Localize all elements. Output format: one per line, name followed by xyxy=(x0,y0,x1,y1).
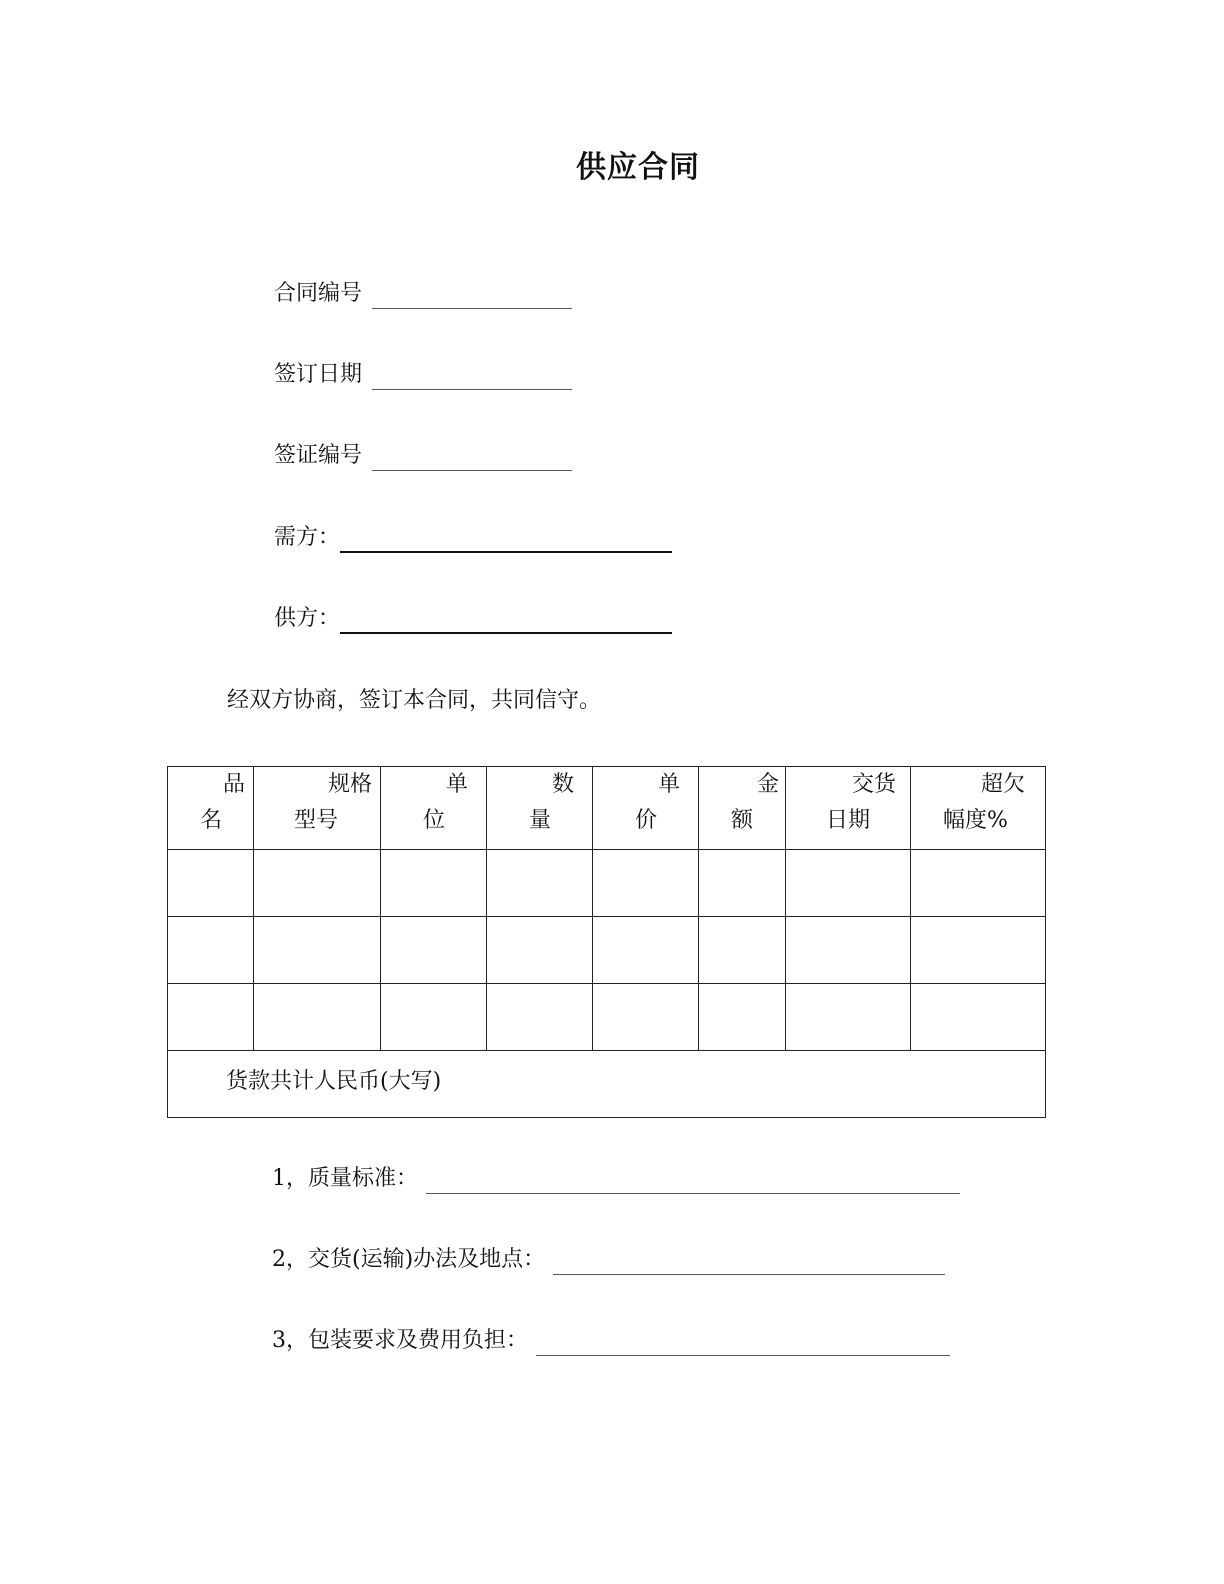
signing-date-label: 签订日期 xyxy=(274,362,363,387)
table-cell[interactable] xyxy=(786,850,911,917)
signing-date-field xyxy=(274,360,572,390)
table-cell[interactable] xyxy=(593,917,699,984)
table-cell[interactable] xyxy=(254,984,381,1051)
table-cell[interactable] xyxy=(786,917,911,984)
buyer-field xyxy=(274,523,672,553)
clause-delivery xyxy=(272,1245,945,1275)
table-total-row xyxy=(168,1051,1046,1118)
contract-number-blank[interactable] xyxy=(372,288,572,309)
table-cell[interactable] xyxy=(254,850,381,917)
table-cell[interactable] xyxy=(699,917,786,984)
table-cell[interactable] xyxy=(381,984,487,1051)
clause-quality xyxy=(272,1164,960,1194)
supplier-field xyxy=(274,604,672,634)
table-cell[interactable] xyxy=(487,917,593,984)
table-cell[interactable] xyxy=(487,984,593,1051)
header-spec-model: 规格 型号 xyxy=(254,767,381,850)
contract-number-label: 合同编号 xyxy=(274,281,363,306)
clause-delivery-label: 2，交货(运输)办法及地点： xyxy=(272,1247,546,1272)
clause-quality-label: 1，质量标准： xyxy=(272,1166,418,1191)
table-cell[interactable] xyxy=(593,984,699,1051)
table-cell[interactable] xyxy=(593,850,699,917)
clause-packaging-label: 3，包装要求及费用负担： xyxy=(272,1328,528,1353)
table-cell[interactable] xyxy=(381,850,487,917)
table-cell[interactable] xyxy=(911,917,1046,984)
visa-number-field xyxy=(274,441,572,471)
header-amount: 金 额 xyxy=(699,767,786,850)
header-unit: 单 位 xyxy=(381,767,487,850)
buyer-label: 需方： xyxy=(274,525,341,550)
document-title: 供应合同 xyxy=(576,150,700,185)
table-cell[interactable] xyxy=(381,917,487,984)
table-cell[interactable] xyxy=(168,984,254,1051)
supplier-label: 供方： xyxy=(274,606,341,631)
table-cell[interactable] xyxy=(254,917,381,984)
goods-table xyxy=(167,766,1046,1118)
table-cell[interactable] xyxy=(911,850,1046,917)
clause-delivery-blank[interactable] xyxy=(553,1254,945,1275)
total-amount-cell[interactable] xyxy=(168,1051,1046,1118)
table-cell[interactable] xyxy=(786,984,911,1051)
table-row xyxy=(168,984,1046,1051)
header-delivery-date: 交货 日期 xyxy=(786,767,911,850)
total-amount-label: 货款共计人民币(大写) xyxy=(226,1069,442,1094)
visa-number-label: 签证编号 xyxy=(274,443,363,468)
supplier-blank[interactable] xyxy=(340,612,672,634)
table-cell[interactable] xyxy=(168,850,254,917)
table-header-row xyxy=(168,767,1046,850)
header-tolerance: 超欠 幅度% xyxy=(911,767,1046,850)
table-cell[interactable] xyxy=(911,984,1046,1051)
clause-quality-blank[interactable] xyxy=(426,1173,960,1194)
clause-packaging xyxy=(272,1326,950,1356)
header-quantity: 数 量 xyxy=(487,767,593,850)
header-unit-price: 单 价 xyxy=(593,767,699,850)
table-cell[interactable] xyxy=(487,850,593,917)
table-row xyxy=(168,850,1046,917)
buyer-blank[interactable] xyxy=(340,531,672,553)
table-cell[interactable] xyxy=(168,917,254,984)
visa-number-blank[interactable] xyxy=(372,450,572,471)
intro-text: 经双方协商，签订本合同，共同信守。 xyxy=(227,688,602,713)
table-cell[interactable] xyxy=(699,984,786,1051)
signing-date-blank[interactable] xyxy=(372,369,572,390)
contract-number-field xyxy=(274,279,572,309)
clause-packaging-blank[interactable] xyxy=(536,1335,950,1356)
table-row xyxy=(168,917,1046,984)
table-cell[interactable] xyxy=(699,850,786,917)
header-product-name: 品 名 xyxy=(168,767,254,850)
